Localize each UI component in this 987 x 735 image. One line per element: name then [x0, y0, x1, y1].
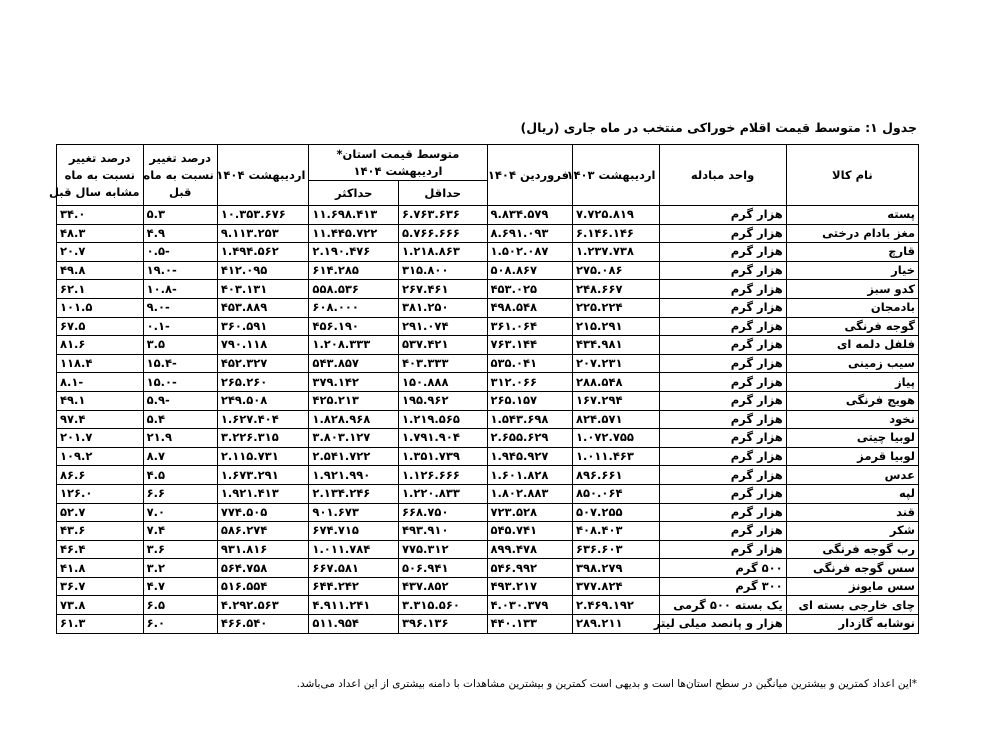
price-ord1404-cell: ۴۵۳.۸۸۹	[217, 298, 309, 317]
unit-cell: هزار گرم	[659, 503, 786, 522]
price-far1404-cell: ۵۰۸.۸۶۷	[487, 261, 572, 280]
pct-change-prev-year-cell: ۲۰۱.۷	[57, 429, 144, 448]
header-avg-group	[309, 145, 487, 181]
price-max-cell: ۶۱۴.۲۸۵	[309, 261, 399, 280]
table-row	[57, 298, 919, 317]
price-ord1403-cell: ۲۸۹.۲۱۱	[573, 615, 660, 634]
table-row	[57, 410, 919, 429]
pct-change-prev-month-cell: ۳.۶	[143, 540, 217, 559]
price-max-cell: ۱.۰۱۱.۷۸۴	[309, 540, 399, 559]
table-row	[57, 280, 919, 299]
header-pct-year-line1: درصد تغییر	[68, 150, 131, 165]
pct-change-prev-year-cell: ۴۹.۱	[57, 391, 144, 410]
item-name-cell: پسته	[786, 206, 918, 225]
price-ord1403-cell: ۴۳۴.۹۸۱	[573, 336, 660, 355]
price-far1404-cell: ۲۶۵.۱۵۷	[487, 391, 572, 410]
price-ord1404-cell: ۱.۹۲۱.۴۱۳	[217, 484, 309, 503]
unit-cell: هزار گرم	[659, 317, 786, 336]
unit-cell: هزار گرم	[659, 410, 786, 429]
header-min: حداقل	[398, 181, 487, 206]
price-far1404-cell: ۴۴۰.۱۳۳	[487, 615, 572, 634]
pct-change-prev-month-cell: -۱۵.۰	[143, 373, 217, 392]
pct-change-prev-month-cell: -۱۵.۴	[143, 354, 217, 373]
pct-change-prev-year-cell: ۶۱.۳	[57, 615, 144, 634]
price-ord1403-cell: ۸۹۶.۶۶۱	[573, 466, 660, 485]
price-min-cell: ۵۰۶.۹۴۱	[398, 559, 487, 578]
price-far1404-cell: ۵۴۵.۷۴۱	[487, 522, 572, 541]
price-ord1403-cell: ۱.۲۳۷.۷۳۸	[573, 243, 660, 262]
item-name-cell: رب گوجه فرنگی	[786, 540, 918, 559]
unit-cell: یک بسته ۵۰۰ گرمی	[659, 596, 786, 615]
unit-cell: هزار گرم	[659, 391, 786, 410]
price-ord1404-cell: ۹.۱۱۳.۲۵۳	[217, 224, 309, 243]
price-min-cell: ۱۹۵.۹۶۲	[398, 391, 487, 410]
price-far1404-cell: ۱.۸۰۲.۸۸۳	[487, 484, 572, 503]
pct-change-prev-year-cell: ۱۰۱.۵	[57, 298, 144, 317]
price-max-cell: ۳.۸۰۳.۱۲۷	[309, 429, 399, 448]
table-row	[57, 261, 919, 280]
price-max-cell: ۵۴۳.۸۵۷	[309, 354, 399, 373]
pct-change-prev-month-cell: ۳.۲	[143, 559, 217, 578]
pct-change-prev-month-cell: -۰.۱	[143, 317, 217, 336]
header-max: حداکثر	[309, 181, 399, 206]
price-ord1404-cell: ۲۶۵.۲۶۰	[217, 373, 309, 392]
price-ord1404-cell: ۱.۴۹۴.۵۶۲	[217, 243, 309, 262]
price-ord1403-cell: ۷.۷۲۵.۸۱۹	[573, 206, 660, 225]
price-ord1403-cell: ۲۲۵.۲۲۴	[573, 298, 660, 317]
price-ord1404-cell: ۲۴۹.۵۰۸	[217, 391, 309, 410]
pct-change-prev-year-cell: ۸۱.۶	[57, 336, 144, 355]
pct-change-prev-month-cell: ۵.۴	[143, 410, 217, 429]
price-min-cell: ۱.۱۲۶.۶۶۶	[398, 466, 487, 485]
item-name-cell: چای خارجی بسته ای	[786, 596, 918, 615]
pct-change-prev-month-cell: ۴.۷	[143, 577, 217, 596]
price-max-cell: ۴.۹۱۱.۲۴۱	[309, 596, 399, 615]
item-name-cell: سس مایونز	[786, 577, 918, 596]
price-far1404-cell: ۴۹۸.۵۴۸	[487, 298, 572, 317]
item-name-cell: سیب زمینی	[786, 354, 918, 373]
pct-change-prev-year-cell: -۸.۱	[57, 373, 144, 392]
price-max-cell: ۹۰۱.۶۷۳	[309, 503, 399, 522]
unit-cell: هزار گرم	[659, 429, 786, 448]
unit-cell: هزار گرم	[659, 280, 786, 299]
table-row	[57, 206, 919, 225]
price-ord1403-cell: ۵۰۷.۲۵۵	[573, 503, 660, 522]
price-max-cell: ۳۷۹.۱۴۲	[309, 373, 399, 392]
pct-change-prev-month-cell: ۷.۴	[143, 522, 217, 541]
unit-cell: هزار گرم	[659, 522, 786, 541]
table-row	[57, 484, 919, 503]
price-ord1404-cell: ۵۱۶.۵۵۴	[217, 577, 309, 596]
unit-cell: هزار گرم	[659, 466, 786, 485]
price-far1404-cell: ۸۹۹.۴۷۸	[487, 540, 572, 559]
header-name: نام کالا	[786, 145, 918, 206]
price-ord1404-cell: ۴۰۳.۱۳۱	[217, 280, 309, 299]
pct-change-prev-month-cell: ۷.۰	[143, 503, 217, 522]
header-unit: واحد مبادله	[659, 145, 786, 206]
price-min-cell: ۱.۲۱۸.۸۶۳	[398, 243, 487, 262]
price-max-cell: ۱.۲۰۸.۳۳۳	[309, 336, 399, 355]
header-pct-prev	[143, 145, 217, 206]
price-min-cell: ۷۷۵.۳۱۲	[398, 540, 487, 559]
pct-change-prev-month-cell: ۴.۹	[143, 224, 217, 243]
footnote: *این اعداد کمترین و بیشترین میانگین در سطح استان‌ها است و بدیهی است کمترین و بیشترین مشاهدات با دامنه بیشتری از این اعداد می‌باشد.	[296, 678, 917, 690]
price-ord1404-cell: ۵۶۴.۷۵۸	[217, 559, 309, 578]
unit-cell: هزار گرم	[659, 373, 786, 392]
price-ord1404-cell: ۳۶۰.۵۹۱	[217, 317, 309, 336]
price-max-cell: ۲.۱۹۰.۴۷۶	[309, 243, 399, 262]
table-row	[57, 429, 919, 448]
price-far1404-cell: ۴.۰۳۰.۳۷۹	[487, 596, 572, 615]
pct-change-prev-year-cell: ۹۷.۴	[57, 410, 144, 429]
price-max-cell: ۶۷۴.۷۱۵	[309, 522, 399, 541]
pct-change-prev-year-cell: ۶۲.۱	[57, 280, 144, 299]
price-min-cell: ۶.۷۶۳.۶۳۶	[398, 206, 487, 225]
price-far1404-cell: ۴۹۳.۲۱۷	[487, 577, 572, 596]
price-max-cell: ۲.۱۳۴.۲۴۶	[309, 484, 399, 503]
header-ord1403: اردیبهشت ۱۴۰۳	[573, 145, 660, 206]
pct-change-prev-month-cell: ۸.۷	[143, 447, 217, 466]
price-far1404-cell: ۵۴۶.۹۹۲	[487, 559, 572, 578]
table-row	[57, 391, 919, 410]
pct-change-prev-year-cell: ۳۶.۷	[57, 577, 144, 596]
table-row	[57, 224, 919, 243]
price-far1404-cell: ۸.۶۹۱.۰۹۳	[487, 224, 572, 243]
price-far1404-cell: ۴۵۳.۰۲۵	[487, 280, 572, 299]
price-ord1404-cell: ۷۹۰.۱۱۸	[217, 336, 309, 355]
item-name-cell: کدو سبز	[786, 280, 918, 299]
price-far1404-cell: ۳۱۲.۰۶۶	[487, 373, 572, 392]
price-max-cell: ۱.۹۲۱.۹۹۰	[309, 466, 399, 485]
price-ord1403-cell: ۲۰۷.۲۳۱	[573, 354, 660, 373]
price-min-cell: ۳۱۵.۸۰۰	[398, 261, 487, 280]
price-max-cell: ۵۱۱.۹۵۴	[309, 615, 399, 634]
header-pct-prev-line3: قبل	[168, 184, 192, 199]
item-name-cell: لوبیا چیتی	[786, 429, 918, 448]
price-far1404-cell: ۵۳۵.۰۴۱	[487, 354, 572, 373]
price-min-cell: ۵۳۷.۴۲۱	[398, 336, 487, 355]
item-name-cell: نخود	[786, 410, 918, 429]
table-body	[57, 206, 919, 634]
price-ord1404-cell: ۴۶۶.۵۴۰	[217, 615, 309, 634]
pct-change-prev-year-cell: ۴۶.۴	[57, 540, 144, 559]
price-table	[49, 144, 919, 634]
table-row	[57, 373, 919, 392]
price-far1404-cell: ۱.۵۴۳.۶۹۸	[487, 410, 572, 429]
unit-cell: هزار گرم	[659, 447, 786, 466]
item-name-cell: لوبیا قرمز	[786, 447, 918, 466]
price-min-cell: ۵.۷۶۶.۶۶۶	[398, 224, 487, 243]
price-ord1403-cell: ۲۱۵.۲۹۱	[573, 317, 660, 336]
unit-cell: هزار گرم	[659, 540, 786, 559]
pct-change-prev-month-cell: ۶.۵	[143, 596, 217, 615]
price-ord1403-cell: ۶.۱۴۶.۱۴۶	[573, 224, 660, 243]
price-max-cell: ۱.۸۲۸.۹۶۸	[309, 410, 399, 429]
price-max-cell: ۴۵۶.۱۹۰	[309, 317, 399, 336]
pct-change-prev-month-cell: ۴.۵	[143, 466, 217, 485]
table-row	[57, 447, 919, 466]
price-ord1403-cell: ۱۶۷.۲۹۴	[573, 391, 660, 410]
item-name-cell: سس گوجه فرنگی	[786, 559, 918, 578]
pct-change-prev-year-cell: ۵۲.۷	[57, 503, 144, 522]
pct-change-prev-year-cell: ۳۴.۰	[57, 206, 144, 225]
price-min-cell: ۳.۳۱۵.۵۶۰	[398, 596, 487, 615]
price-max-cell: ۶۴۴.۲۴۲	[309, 577, 399, 596]
price-far1404-cell: ۱.۵۰۲.۰۸۷	[487, 243, 572, 262]
price-ord1403-cell: ۳۹۸.۲۷۹	[573, 559, 660, 578]
pct-change-prev-month-cell: -۹.۰	[143, 298, 217, 317]
pct-change-prev-year-cell: ۱۲۶.۰	[57, 484, 144, 503]
header-avg-group-line1: متوسط قیمت استان*	[336, 146, 460, 161]
item-name-cell: خیار	[786, 261, 918, 280]
item-name-cell: عدس	[786, 466, 918, 485]
price-far1404-cell: ۷۲۳.۵۲۸	[487, 503, 572, 522]
pct-change-prev-year-cell: ۱۱۸.۴	[57, 354, 144, 373]
header-far1404: فروردین ۱۴۰۴	[487, 145, 572, 206]
unit-cell: هزار گرم	[659, 336, 786, 355]
header-pct-year	[49, 145, 144, 206]
unit-cell: ۵۰۰ گرم	[659, 559, 786, 578]
price-ord1403-cell: ۱.۰۱۱.۴۶۳	[573, 447, 660, 466]
pct-change-prev-month-cell: -۰.۵	[143, 243, 217, 262]
pct-change-prev-month-cell: ۶.۰	[143, 615, 217, 634]
pct-change-prev-month-cell: -۱۹.۰	[143, 261, 217, 280]
price-ord1403-cell: ۶۳۶.۶۰۳	[573, 540, 660, 559]
table-header	[49, 145, 919, 206]
price-max-cell: ۲.۵۴۱.۷۲۲	[309, 447, 399, 466]
header-pct-prev-line2: نسبت به ماه	[143, 167, 214, 182]
price-ord1404-cell: ۴۱۲.۰۹۵	[217, 261, 309, 280]
header-pct-year-line2: نسبت به ماه	[64, 167, 135, 182]
table-row	[57, 336, 919, 355]
unit-cell: هزار گرم	[659, 243, 786, 262]
item-name-cell: قارچ	[786, 243, 918, 262]
price-far1404-cell: ۱.۶۰۱.۸۲۸	[487, 466, 572, 485]
table-row	[57, 503, 919, 522]
table-row	[57, 540, 919, 559]
unit-cell: هزار گرم	[659, 206, 786, 225]
price-ord1404-cell: ۱.۶۲۷.۴۰۴	[217, 410, 309, 429]
price-ord1404-cell: ۴۵۲.۳۲۷	[217, 354, 309, 373]
pct-change-prev-year-cell: ۲۰.۷	[57, 243, 144, 262]
pct-change-prev-month-cell: -۱۰.۸	[143, 280, 217, 299]
price-far1404-cell: ۹.۸۳۴.۵۷۹	[487, 206, 572, 225]
price-min-cell: ۱۵۰.۸۸۸	[398, 373, 487, 392]
unit-cell: هزار گرم	[659, 354, 786, 373]
table-row	[57, 243, 919, 262]
price-far1404-cell: ۱.۹۴۵.۹۲۷	[487, 447, 572, 466]
table-row	[57, 559, 919, 578]
unit-cell: ۳۰۰ گرم	[659, 577, 786, 596]
item-name-cell: پیاز	[786, 373, 918, 392]
pct-change-prev-month-cell: ۵.۳	[143, 206, 217, 225]
item-name-cell: گوجه فرنگی	[786, 317, 918, 336]
header-pct-prev-line1: درصد تغییر	[149, 150, 212, 165]
item-name-cell: نوشابه گازدار	[786, 615, 918, 634]
header-ord1404: اردیبهشت ۱۴۰۴	[217, 145, 309, 206]
price-min-cell: ۱.۲۱۹.۵۶۵	[398, 410, 487, 429]
price-ord1404-cell: ۱۰.۳۵۳.۶۷۶	[217, 206, 309, 225]
header-pct-year-line3: مشابه سال قبل	[49, 184, 140, 199]
item-name-cell: بادمجان	[786, 298, 918, 317]
price-max-cell: ۵۵۸.۵۳۶	[309, 280, 399, 299]
table-row	[57, 596, 919, 615]
price-min-cell: ۱.۳۵۱.۷۳۹	[398, 447, 487, 466]
table-row	[57, 615, 919, 634]
price-ord1404-cell: ۹۳۱.۸۱۶	[217, 540, 309, 559]
price-ord1403-cell: ۸۵۰.۰۶۴	[573, 484, 660, 503]
pct-change-prev-month-cell: ۶.۶	[143, 484, 217, 503]
price-ord1403-cell: ۴۰۸.۴۰۳	[573, 522, 660, 541]
price-ord1403-cell: ۲۸۸.۵۴۸	[573, 373, 660, 392]
price-min-cell: ۲۹۱.۰۷۴	[398, 317, 487, 336]
price-max-cell: ۶۶۷.۵۸۱	[309, 559, 399, 578]
price-min-cell: ۲۶۷.۴۶۱	[398, 280, 487, 299]
price-max-cell: ۴۲۵.۲۱۳	[309, 391, 399, 410]
item-name-cell: هویج فرنگی	[786, 391, 918, 410]
pct-change-prev-year-cell: ۴۳.۶	[57, 522, 144, 541]
price-min-cell: ۳۹۶.۱۳۶	[398, 615, 487, 634]
pct-change-prev-month-cell: -۵.۹	[143, 391, 217, 410]
pct-change-prev-year-cell: ۴۱.۸	[57, 559, 144, 578]
price-ord1403-cell: ۱.۰۷۲.۷۵۵	[573, 429, 660, 448]
item-name-cell: قند	[786, 503, 918, 522]
table-row	[57, 354, 919, 373]
pct-change-prev-month-cell: ۳.۵	[143, 336, 217, 355]
unit-cell: هزار گرم	[659, 261, 786, 280]
table-row	[57, 522, 919, 541]
price-ord1404-cell: ۳.۲۲۶.۳۱۵	[217, 429, 309, 448]
item-name-cell: شکر	[786, 522, 918, 541]
pct-change-prev-year-cell: ۷۳.۸	[57, 596, 144, 615]
price-ord1403-cell: ۳۷۷.۸۲۴	[573, 577, 660, 596]
item-name-cell: لپه	[786, 484, 918, 503]
item-name-cell: مغز بادام درختی	[786, 224, 918, 243]
table-row	[57, 466, 919, 485]
price-far1404-cell: ۲.۶۵۵.۶۲۹	[487, 429, 572, 448]
price-ord1404-cell: ۴.۲۹۲.۵۶۳	[217, 596, 309, 615]
price-ord1404-cell: ۱.۶۷۳.۲۹۱	[217, 466, 309, 485]
price-min-cell: ۴۳۷.۸۵۲	[398, 577, 487, 596]
price-min-cell: ۴۹۳.۹۱۰	[398, 522, 487, 541]
pct-change-prev-year-cell: ۸۶.۶	[57, 466, 144, 485]
table-row	[57, 317, 919, 336]
header-avg-group-line2: اردیبهشت ۱۴۰۴	[353, 163, 443, 178]
price-far1404-cell: ۳۶۱.۰۶۴	[487, 317, 572, 336]
unit-cell: هزار گرم	[659, 484, 786, 503]
price-min-cell: ۱.۲۲۰.۸۳۳	[398, 484, 487, 503]
pct-change-prev-year-cell: ۴۹.۸	[57, 261, 144, 280]
unit-cell: هزار گرم	[659, 298, 786, 317]
price-max-cell: ۱۱.۶۹۸.۴۱۳	[309, 206, 399, 225]
price-ord1404-cell: ۲.۱۱۵.۷۳۱	[217, 447, 309, 466]
pct-change-prev-year-cell: ۴۸.۳	[57, 224, 144, 243]
table-row	[57, 577, 919, 596]
price-max-cell: ۶۰۸.۰۰۰	[309, 298, 399, 317]
pct-change-prev-year-cell: ۶۷.۵	[57, 317, 144, 336]
item-name-cell: فلفل دلمه ای	[786, 336, 918, 355]
unit-cell: هزار گرم	[659, 224, 786, 243]
price-min-cell: ۶۶۸.۷۵۰	[398, 503, 487, 522]
pct-change-prev-year-cell: ۱۰۹.۲	[57, 447, 144, 466]
price-ord1404-cell: ۷۷۴.۵۰۵	[217, 503, 309, 522]
price-min-cell: ۱.۷۹۱.۹۰۴	[398, 429, 487, 448]
price-far1404-cell: ۷۶۳.۱۴۴	[487, 336, 572, 355]
price-ord1403-cell: ۸۲۴.۵۷۱	[573, 410, 660, 429]
pct-change-prev-month-cell: ۲۱.۹	[143, 429, 217, 448]
price-ord1404-cell: ۵۸۶.۲۷۴	[217, 522, 309, 541]
price-ord1403-cell: ۲۴۸.۶۶۷	[573, 280, 660, 299]
price-min-cell: ۴۰۳.۳۳۳	[398, 354, 487, 373]
price-min-cell: ۳۸۱.۲۵۰	[398, 298, 487, 317]
table-title: جدول ۱: متوسط قیمت اقلام خوراکی منتخب در ماه جاری (ریال)	[520, 120, 917, 135]
price-ord1403-cell: ۲۷۵.۰۸۶	[573, 261, 660, 280]
unit-cell: هزار و پانصد میلی لیتر	[659, 615, 786, 634]
price-max-cell: ۱۱.۴۴۵.۷۲۲	[309, 224, 399, 243]
price-ord1403-cell: ۲.۴۶۹.۱۹۲	[573, 596, 660, 615]
